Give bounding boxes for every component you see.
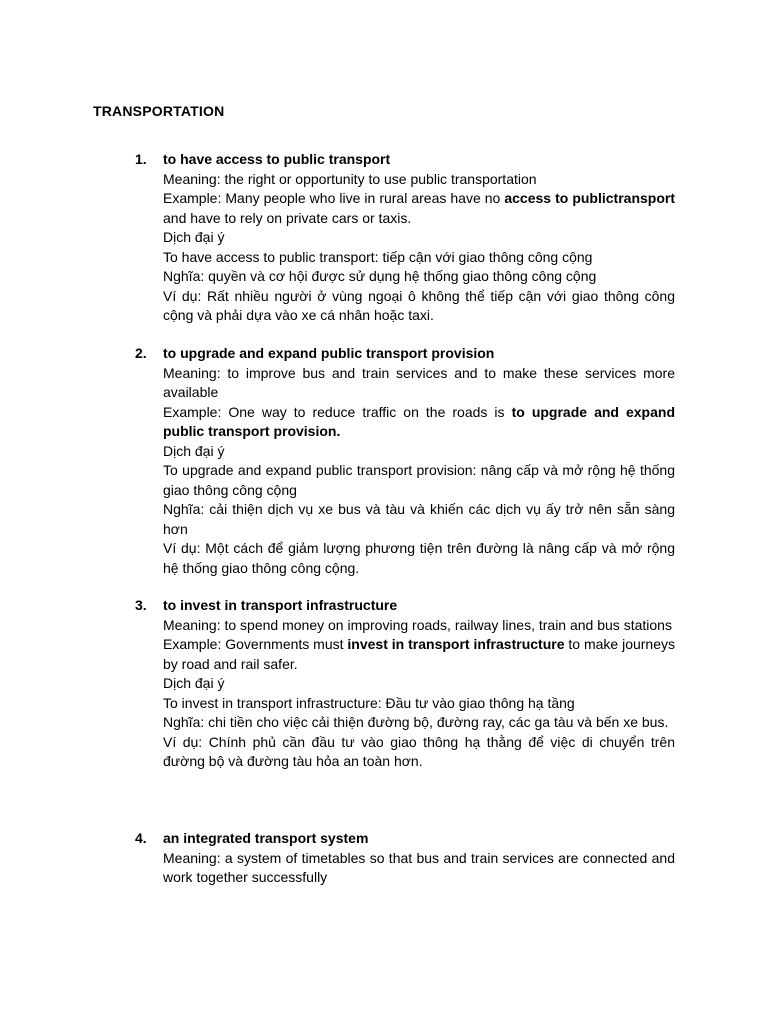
item-body [163, 829, 675, 888]
item-number: 1. [135, 151, 147, 167]
example-text-end: and have to rely on private cars or taxis. [163, 209, 412, 226]
item-number: 3. [135, 597, 147, 613]
item-example [163, 635, 675, 674]
item-nghia: Nghĩa: cải thiện dịch vụ xe bus và tàu và khiến các dịch vụ ấy trở nên sẵn sàng hơn [163, 501, 675, 537]
item-dich-label: Dịch đại ý [163, 675, 225, 691]
example-text-end: to make journeys by road and rail safer. [163, 636, 675, 672]
item-meaning: Meaning: a system of timetables so that bus and train services are connected and work together successfully [163, 849, 675, 885]
item-meaning: Meaning: the right or opportunity to use public transportation [163, 170, 537, 187]
item-number: 4. [135, 830, 147, 846]
document-title: TRANSPORTATION [93, 103, 225, 119]
item-example [163, 189, 675, 228]
item-example [163, 403, 675, 442]
item-translation: To upgrade and expand public transport provision: nâng cấp và mở rộng hệ thống giao thông công cộng [163, 462, 675, 498]
item-translation: To invest in transport infrastructure: Đầu tư vào giao thông hạ tầng [163, 694, 575, 711]
item-body [163, 596, 675, 772]
item-body [163, 344, 675, 578]
item-meaning: Meaning: to spend money on improving roads, railway lines, train and bus stations [163, 616, 672, 633]
item-vidu: Ví dụ: Một cách để giảm lượng phương tiện trên đường là nâng cấp và mở rộng hệ thống giao thông công cộng. [163, 540, 675, 576]
example-text: Example: One way to reduce traffic on the roads is [163, 403, 512, 420]
item-meaning: Meaning: to improve bus and train services and to make these services more available [163, 364, 675, 400]
example-highlight: to upgrade and expand public transport provision. [163, 403, 675, 439]
item-vidu: Ví dụ: Chính phủ cần đầu tư vào giao thông hạ thằng để việc di chuyển trên đường bộ và đường tàu hỏa an toàn hơn. [163, 733, 675, 769]
item-term: to upgrade and expand public transport provision [163, 345, 495, 361]
item-term: to invest in transport infrastructure [163, 597, 398, 613]
example-highlight: access to publictransport [504, 190, 675, 206]
item-nghia: Nghĩa: chi tiền cho việc cải thiện đường bộ, đường ray, các ga tàu và bến xe bus. [163, 714, 669, 730]
item-translation: To have access to public transport: tiếp cận với giao thông công cộng [163, 248, 593, 265]
item-dich-label: Dịch đại ý [163, 229, 225, 245]
example-text: Example: Governments must [163, 636, 348, 652]
item-dich-label: Dịch đại ý [163, 442, 225, 459]
item-nghia: Nghĩa: quyền và cơ hội được sử dụng hệ thống giao thông công cộng [163, 268, 597, 284]
item-term: an integrated transport system [163, 830, 369, 846]
example-text: Example: Many people who live in rural areas have no [163, 190, 505, 206]
item-number: 2. [135, 345, 147, 361]
item-vidu: Ví dụ: Rất nhiều người ở vùng ngoại ô không thể tiếp cận với giao thông công cộng và phải dựa vào xe cá nhân hoặc taxi. [163, 287, 675, 323]
item-body [163, 150, 675, 326]
item-term: to have access to public transport [163, 151, 391, 167]
example-highlight: invest in transport infrastructure [347, 636, 565, 652]
